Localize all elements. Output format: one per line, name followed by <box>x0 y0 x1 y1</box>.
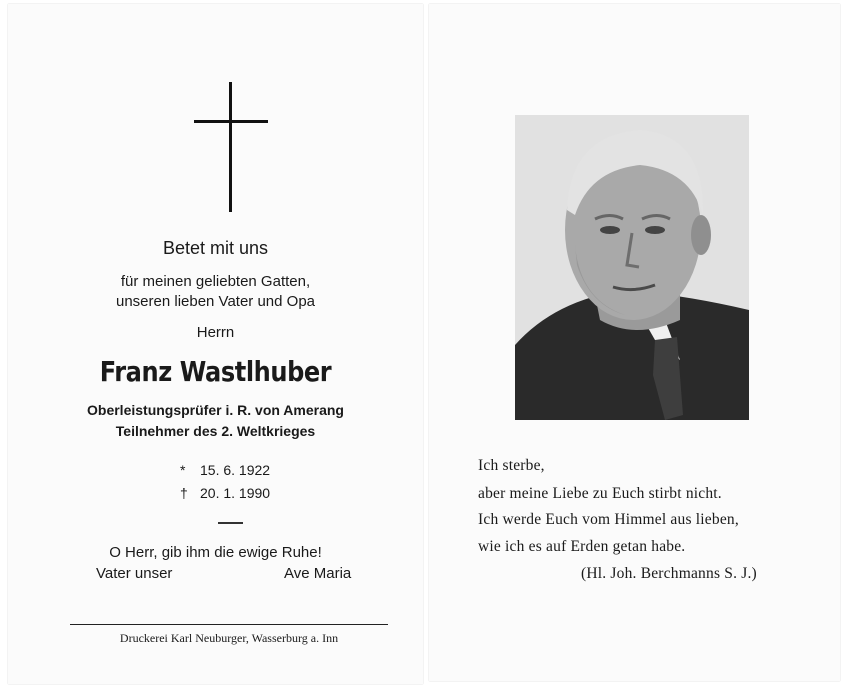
separator-dash <box>218 522 243 524</box>
quote-line: Ich werde Euch vom Himmel aus lieben, <box>478 511 739 528</box>
relation-line: unseren lieben Vater und Opa <box>115 293 316 310</box>
birth-symbol: * <box>180 462 186 478</box>
prayer-vater-unser: Vater unser <box>96 565 173 582</box>
quote-line: wie ich es auf Erden getan habe. <box>478 538 686 555</box>
left-card-panel <box>8 4 423 684</box>
death-symbol: † <box>180 485 188 501</box>
cross-icon <box>229 82 232 212</box>
occupation-line: Oberleistungsprüfer i. R. von Amerang <box>87 402 344 418</box>
prayer-ave-maria: Ave Maria <box>284 565 352 582</box>
right-card-panel <box>429 4 840 681</box>
prayer-intro: Betet mit uns <box>162 238 269 258</box>
quote-line: Ich sterbe, <box>478 457 545 474</box>
cross-icon-bar <box>194 120 268 123</box>
deceased-name: Franz Wastlhuber <box>99 355 332 388</box>
closing-prayer: O Herr, gib ihm die ewige Ruhe! <box>109 544 322 561</box>
footer-rule <box>70 624 388 625</box>
death-date-value: 20. 1. 1990 <box>200 485 271 501</box>
dedication-line: für meinen geliebten Gatten, <box>120 273 311 290</box>
quote-line: aber meine Liebe zu Euch stirbt nicht. <box>478 485 722 502</box>
birth-date-value: 15. 6. 1922 <box>200 462 271 478</box>
birth-date <box>180 462 270 478</box>
printer-imprint: Druckerei Karl Neuburger, Wasserburg a. Inn <box>119 631 339 645</box>
salutation: Herrn <box>196 324 235 341</box>
death-date <box>180 485 270 501</box>
quote-attribution: (Hl. Joh. Berchmanns S. J.) <box>581 565 757 582</box>
portrait-photo <box>515 115 749 420</box>
war-note-line: Teilnehmer des 2. Weltkrieges <box>115 423 316 439</box>
